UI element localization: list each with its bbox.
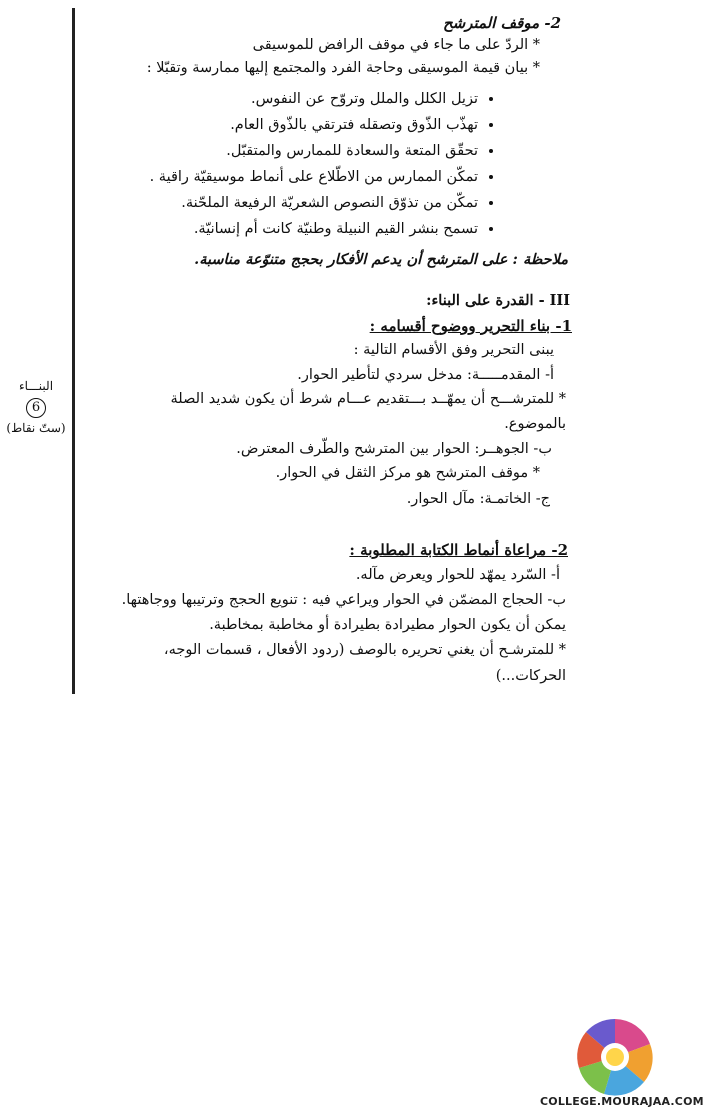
side-label: البنـــاء [18, 379, 54, 393]
list-item: • تمكّن الممارس من الاطّلاع على أنماط موسيقيّة راقية . [150, 164, 478, 190]
sub2-item-b: ب- الحجاج المضمّن في الحوار ويراعي فيه : تنويع الحجج وترتيبها ووجاهتها. [121, 592, 566, 608]
sub2-item-b-line-3: * للمترشـح أن يغني تحريره بالوصف (ردود الأفعال ، قسمات الوجه، [163, 642, 566, 658]
section-2-heading: 2- موقف المترشح [442, 14, 561, 32]
intro-note-line-2: بالموضوع. [504, 416, 566, 432]
list-item: • تحقّق المتعة والسعادة للممارس والمتقبّل. [150, 138, 478, 164]
sub1-heading: 1- بناء التحرير ووضوح أقسامه : [369, 317, 572, 335]
list-item: • تهذّب الذّوق وتصقله فترتقي بالذّوق العام. [150, 112, 478, 138]
sub2-heading: 2- مراعاة أنماط الكتابة المطلوبة : [349, 541, 568, 559]
sub1-conclusion-item: ج- الخاتمـة: مآل الحوار. [406, 491, 550, 507]
side-score-note [4, 378, 68, 436]
side-points: (ستّ نقاط) [6, 421, 66, 435]
site-logo [574, 1016, 656, 1098]
list-item: • تسمح بنشر القيم النبيلة وطنيّة كانت أم إنسانيّة. [150, 216, 478, 242]
sub2-item-b-line-2: يمكن أن يكون الحوار مطيرادة بطيرادة أو مخاطبة بمخاطبة. [209, 617, 566, 633]
sub1-intro: يبنى التحرير وفق الأقسام التالية : [353, 342, 554, 358]
sub2-item-a: أ- السّرد يمهّد للحوار ويعرض مآله. [355, 567, 560, 583]
site-url: COLLEGE.MOURAJAA.COM [540, 1095, 704, 1108]
intro-note-line-1: * للمترشـــح أن يمهّــد بـــتقديم عـــام شرط أن يكون شديد الصلة [170, 391, 566, 407]
sub2-item-b-line-4: الحركات...) [495, 668, 566, 684]
list-item: • تمكّن من تذوّق النصوص الشعريّة الرفيعة الملحّنة. [150, 190, 478, 216]
body-note: * موقف المترشح هو مركز الثقل في الحوار. [275, 465, 540, 481]
note: ملاحظة : على المترشح أن يدعم الأفكار بحجج متنوّعة مناسبة. [194, 251, 568, 268]
score-circle: 6 [26, 398, 46, 418]
sub1-intro-item: أ- المقدمـــــة: مدخل سردي لتأطير الحوار. [297, 367, 554, 383]
music-benefits-list [150, 86, 500, 242]
sec2-line-1: * الردّ على ما جاء في موقف الرافض للموسيقى [252, 37, 540, 53]
sec2-line-2: * بيان قيمة الموسيقى وحاجة الفرد والمجتمع إليها ممارسة وتقبّلا : [146, 60, 540, 76]
section-3-heading: III - القدرة على البناء: [426, 292, 570, 309]
list-item: • تزيل الكلل والملل وتروّح عن النفوس. [150, 86, 478, 112]
sub1-body-item: ب- الجوهــر: الحوار بين المترشح والطّرف المعترض. [236, 441, 552, 457]
margin-rule [72, 8, 75, 694]
